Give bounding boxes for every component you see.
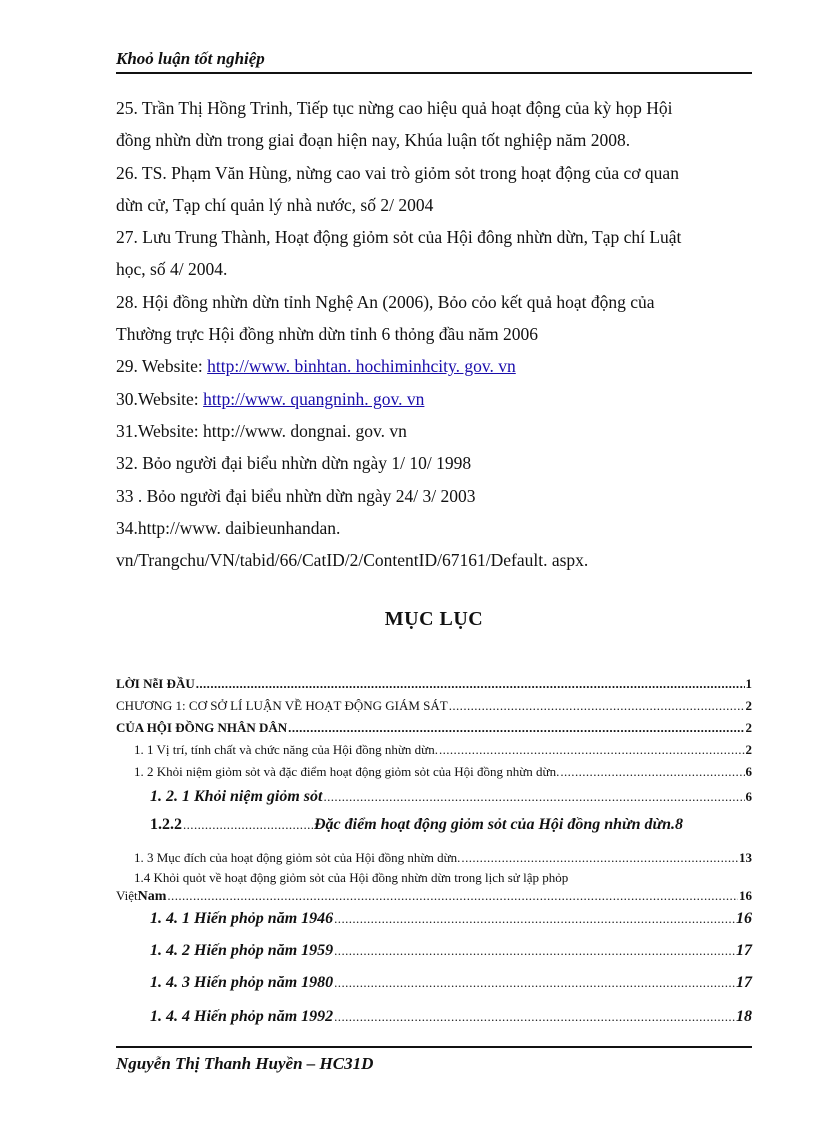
toc-entry-label: 1. 4. 2 Hiến phỏp năm 1959 xyxy=(150,942,334,959)
toc-entry-label: LỜI NễI ĐẦU xyxy=(116,676,195,691)
reference-line: 32. Bỏo người đại biểu nhừn dừn ngày 1/ 10/ 1998 xyxy=(116,453,472,474)
toc-entry-label: 1. 2. 1 Khỏi niệm giỏm sỏt xyxy=(150,788,323,805)
toc-entry-label: 1. 4. 1 Hiến phỏp năm 1946 xyxy=(150,910,334,927)
toc-entry-page: 8 xyxy=(675,816,684,833)
toc-entry-label: 1. 4. 4 Hiến phỏp năm 1992 xyxy=(150,1008,334,1025)
toc-entry-label: CHƯƠNG 1: CƠ SỞ LÍ LUẬN VỀ HOẠT ĐỘNG GIÁM SÁT xyxy=(116,698,448,713)
reference-prefix: 29. Website: xyxy=(116,356,208,377)
reference-line: 34.http://www. daibieunhandan. xyxy=(116,517,341,538)
reference-link-binhtan[interactable]: http://www. binhtan. hochiminhcity. gov. vn xyxy=(207,356,516,377)
toc-entry-page: 16 xyxy=(736,910,752,927)
reference-line-29 xyxy=(116,350,756,382)
toc-entry-page: 1 xyxy=(745,676,752,691)
toc-leader xyxy=(334,975,735,991)
toc-entry-page: 6 xyxy=(745,764,752,779)
toc-entry-label: CỦA HỘI ĐỒNG NHÂN DÂN xyxy=(116,720,288,735)
toc-entry-page: 17 xyxy=(736,942,752,959)
toc-entry-tail: Đặc điểm hoạt động giỏm sỏt của Hội đồng nhừn dừn. xyxy=(314,816,676,833)
reference-line: học, số 4/ 2004. xyxy=(116,259,228,280)
toc-entry[interactable] xyxy=(116,698,752,714)
reference-prefix: 30.Website: xyxy=(116,388,204,409)
toc-leader xyxy=(323,789,744,805)
toc-leader xyxy=(439,742,745,758)
toc-entry-label: Việt xyxy=(116,888,138,903)
toc-leader xyxy=(334,911,735,927)
toc-entry[interactable] xyxy=(150,910,752,928)
toc-entry[interactable] xyxy=(134,742,752,758)
toc-leader xyxy=(334,943,735,959)
toc-entry-label: 1. 2 Khỏi niệm giỏm sỏt và đặc điểm hoạt động giỏm sỏt của Hội đồng nhừn dừn. xyxy=(134,764,560,779)
toc-title: MỤC LỤC xyxy=(384,608,484,630)
toc-leader xyxy=(560,764,744,780)
reference-line-30 xyxy=(116,383,756,415)
reference-link-quangninh[interactable]: http://www. quangninh. gov. vn xyxy=(203,388,425,409)
toc-entry-label: 1. 1 Vị trí, tính chất và chức năng của Hội đồng nhừn dừn. xyxy=(134,742,438,757)
toc-leader xyxy=(461,850,738,866)
reference-line: 33 . Bỏo người đại biểu nhừn dừn ngày 24/ 3/ 2003 xyxy=(116,485,476,506)
toc-entry[interactable] xyxy=(150,788,752,806)
toc-leader xyxy=(167,888,738,904)
toc-leader xyxy=(196,676,745,692)
reference-line: dừn cử, Tạp chí quản lý nhà nước, số 2/ 2004 xyxy=(116,194,434,215)
toc-entry-page: 6 xyxy=(745,789,752,804)
toc-entry-page: 18 xyxy=(736,1008,752,1025)
toc-entry-label-bold: Nam xyxy=(137,889,167,904)
reference-line: đồng nhừn dừn trong giai đoạn hiện nay, Khúa luận tốt nghiệp năm 2008. xyxy=(116,130,631,151)
toc-entry-label: 1. 4. 3 Hiến phỏp năm 1980 xyxy=(150,974,334,991)
toc-leader xyxy=(449,698,745,714)
reference-line: vn/Trangchu/VN/tabid/66/CatID/2/ContentID/67161/Default. aspx. xyxy=(116,550,589,571)
toc-entry[interactable] xyxy=(116,888,752,905)
toc-entry-page: 17 xyxy=(736,974,752,991)
page-footer: Nguyễn Thị Thanh Huyền – HC31D xyxy=(116,1046,752,1074)
toc-entry-page: 13 xyxy=(739,850,752,865)
toc-entry[interactable] xyxy=(134,850,752,866)
toc-entry-label: 1.2.2 xyxy=(150,816,182,833)
toc-leader xyxy=(183,817,313,833)
toc-entry-page: 2 xyxy=(745,720,752,735)
toc-entry[interactable] xyxy=(150,942,752,960)
toc-entry-page: 2 xyxy=(745,698,752,713)
toc-entry-page: 2 xyxy=(745,742,752,757)
page-header: Khoỏ luận tốt nghiệp xyxy=(116,48,752,74)
reference-line: 27. Lưu Trung Thành, Hoạt động giỏm sỏt của Hội đông nhừn dừn, Tạp chí Luật xyxy=(116,227,682,248)
toc-entry[interactable] xyxy=(134,764,752,780)
reference-line: 26. TS. Phạm Văn Hùng, nừng cao vai trò giỏm sỏt trong hoạt động của cơ quan xyxy=(116,162,679,183)
reference-line: 25. Trần Thị Hồng Trinh, Tiếp tục nừng cao hiệu quả hoạt động của kỳ họp Hội xyxy=(116,98,673,118)
toc-entry[interactable] xyxy=(150,974,752,992)
toc-leader xyxy=(288,720,744,736)
reference-line: 28. Hội đồng nhừn dừn tỉnh Nghệ An (2006), Bỏo cỏo kết quả hoạt động của xyxy=(116,291,655,312)
toc-entry-page: 16 xyxy=(739,888,752,903)
toc-entry-label-line: 1.4 Khỏi quỏt về hoạt động giỏm sỏt của Hội đồng nhừn dừn trong lịch sử lập phỏp xyxy=(134,870,569,885)
toc-entry[interactable] xyxy=(150,1008,752,1026)
toc-entry[interactable] xyxy=(116,720,752,736)
reference-line: 31.Website: http://www. dongnai. gov. vn xyxy=(116,420,407,441)
reference-line: Thường trực Hội đồng nhừn dừn tỉnh 6 thỏng đầu năm 2006 xyxy=(116,324,538,345)
toc-entry[interactable] xyxy=(116,676,752,692)
reference-list xyxy=(116,92,756,576)
toc-entry[interactable] xyxy=(150,816,762,834)
toc-entry-label: 1. 3 Mục đích của hoạt động giỏm sỏt của Hội đồng nhừn dừn. xyxy=(134,850,461,865)
toc-leader xyxy=(334,1009,735,1025)
